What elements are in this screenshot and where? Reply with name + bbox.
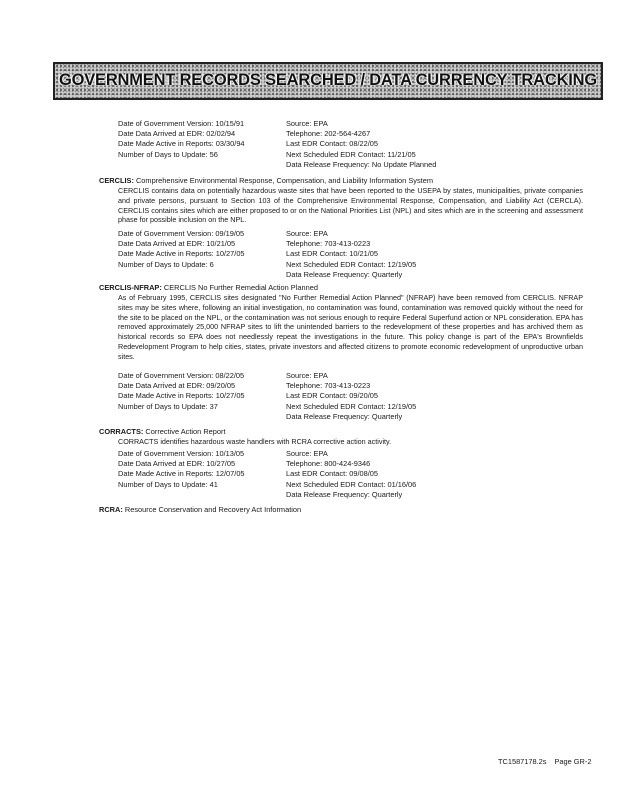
release-frequency: Data Release Frequency: Quarterly: [286, 269, 403, 279]
data-arrived-date: Date Data Arrived at EDR: 09/20/05: [118, 381, 236, 391]
made-active-date: Date Made Active in Reports: 12/07/05: [118, 469, 245, 479]
gov-version-date: Date of Government Version: 08/22/05: [118, 371, 245, 380]
rcra-code: RCRA:: [99, 505, 123, 514]
page-footer: [498, 757, 591, 766]
days-to-update: Number of Days to Update: 56: [118, 149, 218, 159]
release-frequency: Data Release Frequency: Quarterly: [286, 411, 403, 421]
source: Source: EPA: [286, 449, 328, 458]
nfrap-name: CERCLIS No Further Remedial Action Planned: [163, 283, 318, 292]
rcra-heading: [99, 505, 599, 515]
metadata-source-column: [286, 119, 586, 170]
source: Source: EPA: [286, 229, 328, 238]
metadata-dates-column: [118, 119, 286, 160]
made-active-date: Date Made Active in Reports: 10/27/05: [118, 249, 245, 259]
made-active-date: Date Made Active in Reports: 10/27/05: [118, 391, 245, 401]
cerclis-code: CERCLIS:: [99, 176, 134, 185]
data-arrived-date: Date Data Arrived at EDR: 10/27/05: [118, 459, 236, 469]
corracts-code: CORRACTS:: [99, 427, 144, 436]
telephone: Telephone: 703-413-0223: [286, 239, 371, 249]
corracts-name: Corrective Action Report: [145, 427, 226, 436]
cerclis-name: Comprehensive Environmental Response, Compensation, and Liability Information System: [135, 176, 433, 185]
last-contact: Last EDR Contact: 08/22/05: [286, 139, 379, 149]
last-contact: Last EDR Contact: 09/20/05: [286, 391, 379, 401]
data-arrived-date: Date Data Arrived at EDR: 02/02/94: [118, 129, 236, 139]
days-to-update: Number of Days to Update: 41: [118, 479, 218, 489]
last-contact: Last EDR Contact: 10/21/05: [286, 249, 379, 259]
release-frequency: Data Release Frequency: Quarterly: [286, 489, 403, 499]
metadata-source-column: [286, 371, 586, 422]
gov-version-date: Date of Government Version: 10/15/91: [118, 119, 245, 128]
source: Source: EPA: [286, 371, 328, 380]
gov-version-date: Date of Government Version: 10/13/05: [118, 449, 245, 458]
data-arrived-date: Date Data Arrived at EDR: 10/21/05: [118, 239, 236, 249]
page-title: GOVERNMENT RECORDS SEARCHED / DATA CURRENCY TRACKING: [58, 71, 598, 89]
header-banner: [53, 62, 603, 100]
nfrap-code: CERCLIS-NFRAP:: [99, 283, 162, 292]
metadata-dates-column: [118, 449, 286, 490]
corracts-description: CORRACTS identifies hazardous waste handlers with RCRA corrective action activity.: [118, 437, 392, 446]
next-contact: Next Scheduled EDR Contact: 12/19/05: [286, 401, 417, 411]
release-frequency: Data Release Frequency: No Update Planned: [286, 159, 437, 169]
made-active-date: Date Made Active in Reports: 03/30/94: [118, 139, 245, 149]
corracts-heading: [99, 427, 599, 437]
days-to-update: Number of Days to Update: 37: [118, 401, 218, 411]
next-contact: Next Scheduled EDR Contact: 11/21/05: [286, 149, 416, 159]
page-number: Page GR-2: [554, 757, 592, 766]
telephone: Telephone: 202-564-4267: [286, 129, 371, 139]
telephone: Telephone: 800-424-9346: [286, 459, 371, 469]
last-contact: Last EDR Contact: 09/08/05: [286, 469, 379, 479]
document-id: TC1587178.2s: [498, 757, 547, 766]
next-contact: Next Scheduled EDR Contact: 01/16/06: [286, 479, 417, 489]
cerclis-heading: [99, 176, 599, 186]
cerclis-description: CERCLIS contains data on potentially hazardous waste sites that have been reported to the USEPA by states, municipalities, private companies and private persons, pursuant to Section 103 of the Comprehensive Environmental Response, Compensation, and Liability Act (CERCLA). CERCLIS contains sites which are either proposed to or on the National Priorities List (NPL) and sites which are in the screening and assessment phase for possible inclusion on the NPL.: [118, 186, 583, 225]
metadata-source-column: [286, 229, 586, 280]
telephone: Telephone: 703-413-0223: [286, 381, 371, 391]
metadata-source-column: [286, 449, 586, 500]
rcra-name: Resource Conservation and Recovery Act Information: [124, 505, 302, 514]
next-contact: Next Scheduled EDR Contact: 12/19/05: [286, 259, 417, 269]
source: Source: EPA: [286, 119, 328, 128]
gov-version-date: Date of Government Version: 09/19/05: [118, 229, 245, 238]
metadata-dates-column: [118, 371, 286, 412]
days-to-update: Number of Days to Update: 6: [118, 259, 214, 269]
nfrap-description: As of February 1995, CERCLIS sites designated "No Further Remedial Action Planned" (NFRAP) have been removed from CERCLIS. NFRAP sites may be sites where, following an initial investigation, no contamination was found, contamination was removed quickly without the need for the site to be placed on the NPL, or the contamination was not serious enough to require Federal Superfund action or NPL consideration. EPA has removed approximately 25,000 NFRAP sites to lift the unintended barriers to the redevelopment of these properties and has archived them as historical records so EPA does not needlessly repeat the investigations in the future. This policy change is part of the EPA's Brownfields Redevelopment Program to help cities, states, private investors and affected citizens to promote economic redevelopment of unproductive urban sites.: [118, 293, 583, 361]
cerclis-nfrap-heading: [99, 283, 599, 293]
metadata-dates-column: [118, 229, 286, 270]
